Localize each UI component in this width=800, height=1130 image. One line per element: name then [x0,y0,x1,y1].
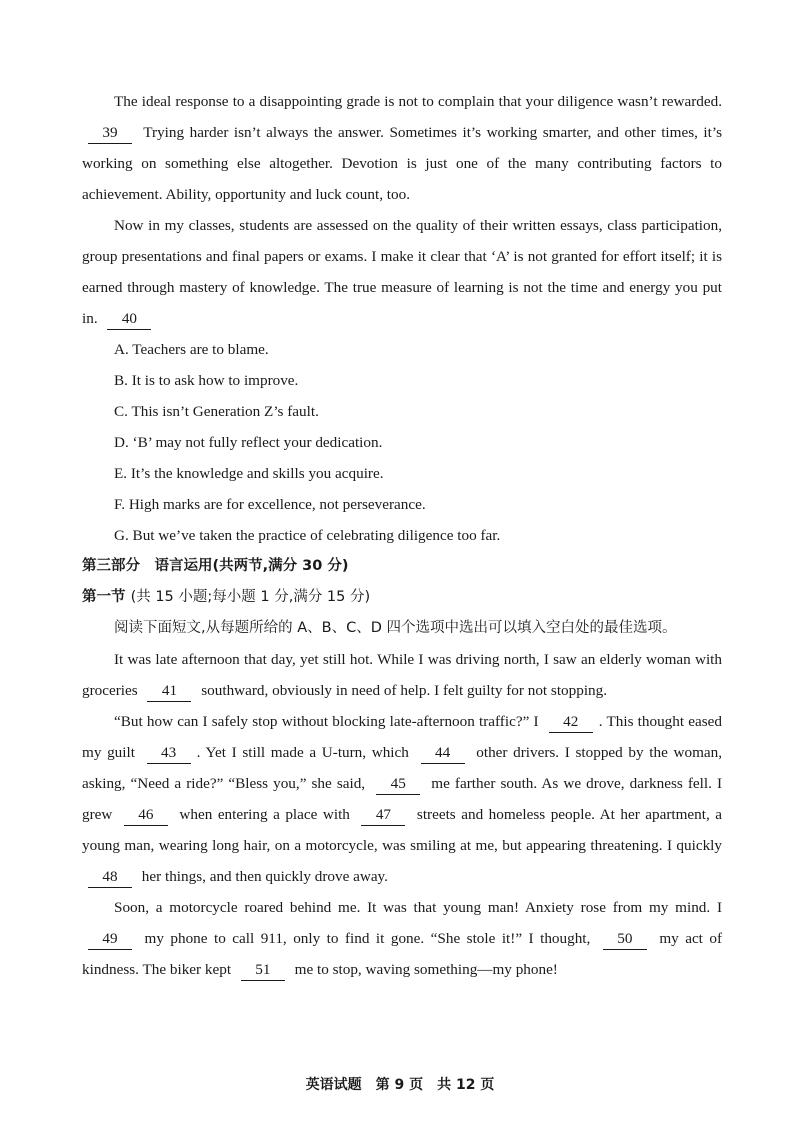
text-segment: me to stop, waving something—my phone! [294,961,558,978]
text-segment: “But how can I safely stop without blocking late-afternoon traffic?” I [114,713,539,730]
page-footer: 英语试题 第 9 页 共 12 页 [305,1077,495,1093]
blank-39: 39 [88,123,132,144]
section1-heading [82,582,722,613]
blank-43: 43 [147,743,191,764]
option-a: A. Teachers are to blame. [114,341,269,358]
blank-42: 42 [549,712,593,733]
blank-49: 49 [88,929,132,950]
option-e: E. It’s the knowledge and skills you acquire. [114,465,384,482]
text-segment: It was late afternoon that day, yet still hot. While I was driving north, I saw an elderly woman with groceries [82,651,722,699]
text-segment: . This thought eased my guilt [82,713,722,761]
text-segment: other drivers. I stopped by the woman, asking, “Need a ride?” “Bless you,” she said, [82,744,723,792]
text-segment: my act of kindness. The biker kept [82,930,723,978]
option-c: C. This isn’t Generation Z’s fault. [114,403,319,420]
passage2-paragraph-1 [82,644,722,706]
blank-45: 45 [376,774,420,795]
blank-48: 48 [88,867,132,888]
blank-44: 44 [421,743,465,764]
text-segment: my phone to call 911, only to find it gone. “She stole it!” I thought, [144,930,591,947]
passage2-paragraph-2 [82,706,722,892]
text-segment: her things, and then quickly drove away. [141,868,388,885]
text-segment: Soon, a motorcycle roared behind me. It was that young man! Anxiety rose from my mind. I [114,899,722,916]
text-segment: when entering a place with [179,806,350,823]
options-list [82,334,722,551]
blank-51: 51 [241,960,285,981]
text-segment: me farther south. As we drove, darkness fell. I grew [82,775,723,823]
blank-50: 50 [603,929,647,950]
section1-title: 第一节 [82,589,126,605]
passage1-paragraph-2 [82,210,722,334]
blank-41: 41 [147,681,191,702]
instruction: 阅读下面短文,从每题所给的 A、B、C、D 四个选项中选出可以填入空白处的最佳选项。 [114,620,677,636]
text-segment: streets and homeless people. At her apartment, a young man, wearing long hair, on a motorcycle, was smiling at me, but appearing threatening. I quickly [82,806,723,854]
passage1-paragraph-1 [82,86,722,210]
blank-40: 40 [107,309,151,330]
page-content [82,86,722,985]
option-f: F. High marks are for excellence, not perseverance. [114,496,426,513]
text-segment: . Yet I still made a U-turn, which [196,744,409,761]
option-b: B. It is to ask how to improve. [114,372,299,389]
option-d: D. ‘B’ may not fully reflect your dedication. [114,434,383,451]
text-segment: Trying harder isn’t always the answer. Sometimes it’s working smarter, and other times, it’s working on something else altogether. Devotion is just one of the many contributing factors to achievement. Ability, opportunity and luck count, too. [82,124,722,203]
option-g: G. But we’ve taken the practice of celebrating diligence too far. [114,527,501,544]
passage2-paragraph-3 [82,892,722,985]
blank-47: 47 [361,805,405,826]
blank-46: 46 [124,805,168,826]
text-segment: southward, obviously in need of help. I felt guilty for not stopping. [201,682,608,699]
text-segment: The ideal response to a disappointing grade is not to complain that your diligence wasn’t rewarded. [114,93,722,110]
part3-heading: 第三部分 语言运用(共两节,满分 30 分) [82,558,349,574]
section1-note: (共 15 小题;每小题 1 分,满分 15 分) [130,589,371,605]
text-segment: Now in my classes, students are assessed on the quality of their written essays, class participation, group presentations and final papers or exams. I make it clear that ‘A’ is not granted for effort itself; it is earned through mastery of knowledge. The true measure of learning is not the time and energy you put in. [82,217,722,327]
